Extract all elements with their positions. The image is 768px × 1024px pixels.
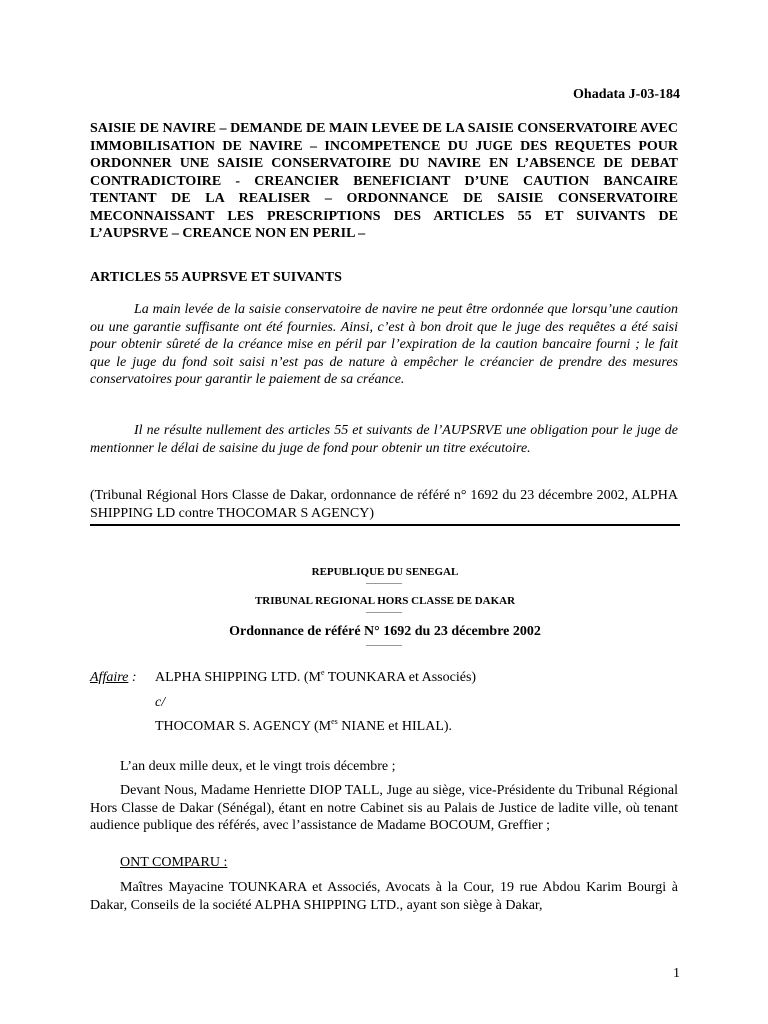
tribunal-heading: TRIBUNAL REGIONAL HORS CLASSE DE DAKAR: [254, 595, 516, 607]
date-paragraph: L’an deux mille deux, et le vingt trois décembre ;: [120, 759, 396, 774]
ordonnance-title: Ordonnance de référé N° 1692 du 23 décembre 2002: [229, 624, 541, 639]
holding-paragraph: Il ne résulte nullement des articles 55 et suivants de l’AUPSRVE une obligation pour le juge de mentionner le délai de saisine du juge de fond pour obtenir un titre exécutoire.: [90, 423, 678, 456]
section-divider: [90, 524, 680, 526]
decision-reference: Ohadata J-03-184: [573, 87, 680, 102]
affaire-label: Affaire :: [90, 670, 137, 685]
heading-separator: [366, 645, 402, 646]
devant-paragraph: Devant Nous, Madame Henriette DIOP TALL, Juge au siège, vice-Présidente du Tribunal Régional Hors Classe de Dakar (Sénégal), étant en notre Cabinet sis au Palais de Justice de ladite ville, où tenant audience publique des référés, avec l’assistance de Madame BOCOUM, Greffier ;: [90, 783, 678, 833]
party-plaintiff: ALPHA SHIPPING LTD. (Me TOUNKARA et Associés): [155, 668, 477, 685]
heading-separator: [366, 612, 402, 613]
holding-paragraph: La main levée de la saisie conservatoire de navire ne peut être ordonnée que lorsqu’une caution ou une garantie suffisante ont été fournies. Ainsi, c’est à bon droit que le juge des requêtes a été saisi pour obtenir sûreté de la créance mise en péril par l’expiration de la caution bancaire fourni ; le fait que le juge du fond soit saisi n’est pas de nature à empêcher le créancier de prendre des mesures conservatoires pour garantir le paiement de sa créance.: [90, 302, 678, 387]
page-number: 1: [673, 966, 680, 981]
summary-keywords: SAISIE DE NAVIRE – DEMANDE DE MAIN LEVEE DE LA SAISIE CONSERVATOIRE AVEC IMMOBILISATION DE NAVIRE – INCOMPETENCE DU JUGE DES REQUETES POUR ORDONNER UNE SAISIE CONSERVATOIRE DU NAVIRE EN L’ABSENCE DE DEBAT CONTRADICTOIRE - CREANCIER BENEFICIANT D’UNE CAUTION BANCAIRE TENTANT DE LA REALISER – ORDONNANCE DE SAISIE CONSERVATOIRE MECONNAISSANT LES PRESCRIPTIONS DES ARTICLES 55 ET SUIVANTS DE L’AUPSRVE – CREANCE NON EN PERIL –: [90, 121, 678, 241]
ont-comparu-heading: ONT COMPARU :: [120, 855, 228, 870]
republic-heading: REPUBLIQUE DU SENEGAL: [311, 566, 459, 578]
heading-separator: [366, 583, 402, 584]
party-defendant: THOCOMAR S. AGENCY ($M^{es}$ NIANE et HILAL).: [155, 717, 453, 734]
counsel-paragraph: Maîtres Mayacine TOUNKARA et Associés, Avocats à la Cour, 19 rue Abdou Karim Bourgi à Dakar, Conseils de la société ALPHA SHIPPING LTD., ayant son siège à Dakar,: [90, 880, 678, 913]
source-citation: (Tribunal Régional Hors Classe de Dakar, ordonnance de référé n° 1692 du 23 décembre 2002, ALPHA SHIPPING LD contre THOCOMAR S AGENCY): [90, 488, 678, 521]
articles-heading: ARTICLES 55 AUPRSVE ET SUIVANTS: [90, 270, 342, 285]
versus-label: c/: [155, 695, 166, 710]
